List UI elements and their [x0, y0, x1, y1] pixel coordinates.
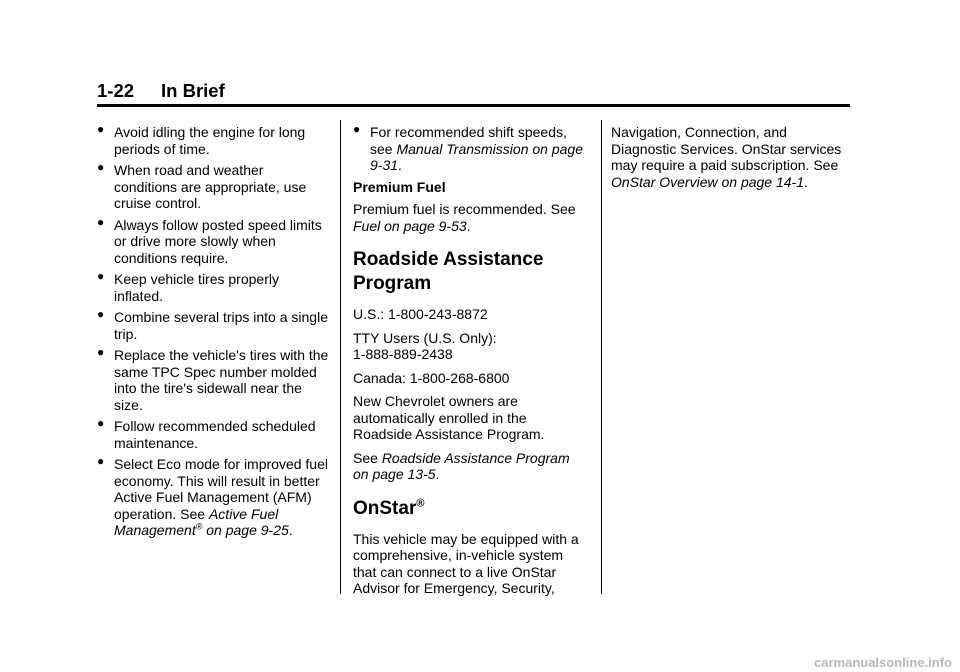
watermark: carmanualsonline.info: [814, 655, 952, 670]
fuel-reference-link[interactable]: Fuel on page 9-53: [353, 217, 467, 234]
column-divider: [601, 120, 602, 594]
list-item-shift: ● For recommended shift speeds, see Manual Transmission on page 9-31.: [353, 122, 583, 173]
us-phone: U.S.: 1-800-243-8872: [353, 306, 488, 322]
list-item-eco: ● Select Eco mode for improved fuel economy. This will result in better Active Fuel Management (AFM) operation. See Active Fuel Management® on page 9-25.: [97, 454, 328, 538]
tty-phone: TTY Users (U.S. Only): 1-888-889-2438: [353, 329, 497, 362]
bullet-icon: ●: [97, 345, 105, 359]
bullet-icon: ●: [97, 122, 105, 136]
column-divider: [340, 120, 341, 594]
owners-text: New Chevrolet owners are automatically enrolled in the Roadside Assistance Program.: [353, 393, 545, 442]
list-item: ● Follow recommended scheduled maintenance.: [97, 416, 316, 451]
section-title: In Brief: [161, 80, 225, 101]
tips-list: [97, 124, 329, 539]
column-3: [611, 124, 849, 197]
list-item: ● Combine several trips into a single trip.: [97, 307, 328, 342]
bullet-icon: ●: [97, 416, 105, 430]
manual-transmission-link[interactable]: Manual Transmission on page 9-31: [370, 140, 583, 173]
onstar-continued-text: Navigation, Connection, and Diagnostic Services. OnStar services may require a paid subscription. See OnStar Overview on page 14-1.: [611, 124, 842, 190]
roadside-reference-link[interactable]: Roadside Assistance Program on page 13-5: [353, 449, 570, 482]
canada-phone: Canada: 1-800-268-6800: [353, 369, 510, 386]
shift-list: [353, 124, 589, 174]
premium-fuel-text: Premium fuel is recommended. See Fuel on page 9-53.: [353, 201, 576, 234]
afm-reference-link[interactable]: Active Fuel Management® on page 9-25: [114, 505, 289, 538]
list-item: ● Avoid idling the engine for long periods of time.: [97, 122, 306, 157]
roadside-see: See Roadside Assistance Program on page 13-5.: [353, 449, 570, 482]
list-item: ● Always follow posted speed limits or drive more slowly when conditions require.: [97, 214, 322, 266]
onstar-text: This vehicle may be equipped with a comprehensive, in-vehicle system that can connect to a live OnStar Advisor for Emergency, Security,: [353, 530, 579, 596]
bullet-icon: ●: [97, 214, 105, 229]
page-header: [97, 80, 850, 107]
list-item: ● Keep vehicle tires properly inflated.: [97, 269, 279, 304]
column-2: [353, 124, 589, 604]
bullet-icon: ●: [97, 454, 105, 468]
premium-fuel-heading: Premium Fuel: [353, 178, 446, 195]
bullet-icon: ●: [97, 269, 105, 283]
list-item: ● When road and weather conditions are appropriate, use cruise control.: [97, 160, 307, 211]
column-1: [97, 124, 329, 544]
onstar-heading: OnStar®: [353, 497, 425, 519]
page-number: 1-22: [97, 80, 135, 101]
bullet-icon: ●: [97, 160, 105, 174]
list-item: ● Replace the vehicle's tires with the same TPC Spec number molded into the tire's sidewall near the size.: [97, 345, 329, 413]
onstar-overview-link[interactable]: OnStar Overview on page 14-1: [611, 173, 804, 190]
bullet-icon: ●: [97, 307, 105, 321]
bullet-icon: ●: [353, 122, 361, 136]
roadside-heading: Roadside Assistance Program: [353, 249, 544, 294]
